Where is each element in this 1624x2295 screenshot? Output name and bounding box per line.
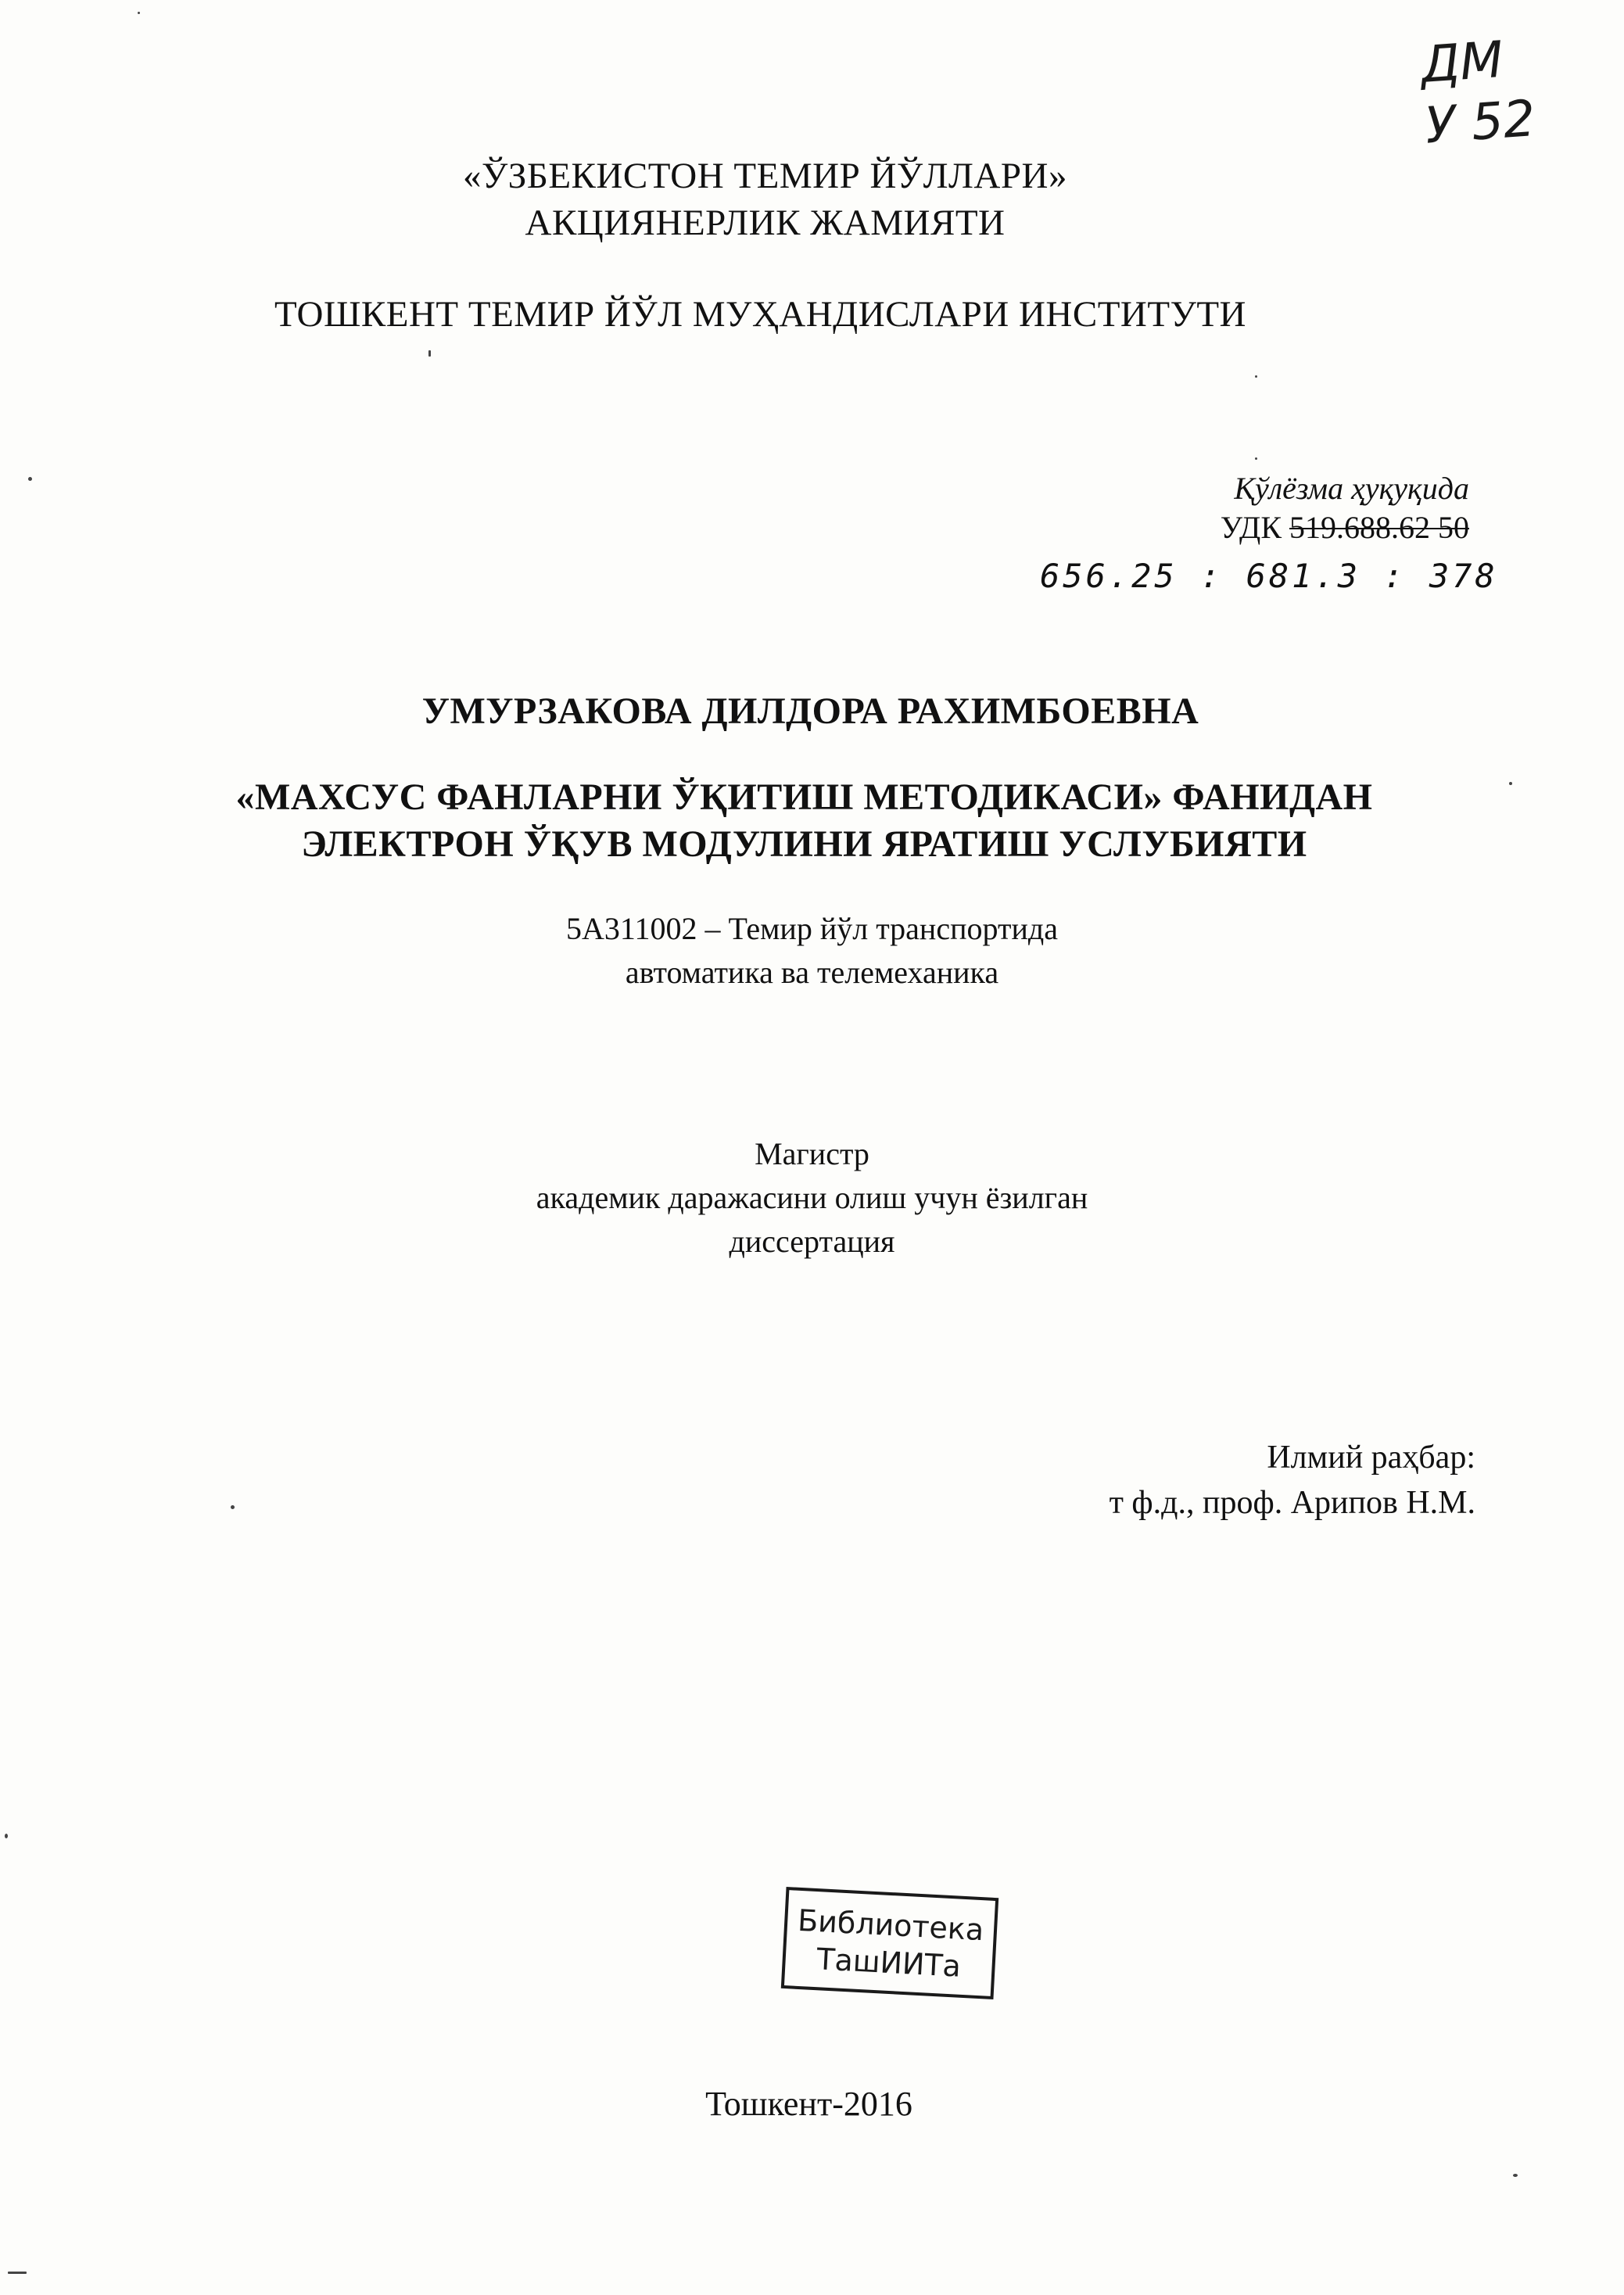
degree-line-1: Магистр (755, 1136, 869, 1171)
dissertation-title (0, 774, 1616, 868)
scan-speck (1513, 2174, 1518, 2177)
title-line-2: ЭЛЕКТРОН ЎҚУВ МОДУЛИНИ ЯРАТИШ УСЛУБИЯТИ (301, 823, 1307, 865)
degree-line-3: диссертация (729, 1224, 895, 1259)
city-year: Тошкент-2016 (705, 2085, 912, 2123)
author-name: УМУРЗАКОВА ДИЛДОРА РАХИМБОЕВНА (421, 690, 1199, 732)
supervisor-block (1110, 1435, 1475, 1526)
archive-code-line-1: ДМ (1418, 30, 1505, 95)
library-stamp (781, 1887, 998, 1999)
supervisor-name: т ф.д., проф. Арипов Н.М. (1109, 1485, 1475, 1521)
organization-line-2: АКЦИЯНЕРЛИК ЖАМИЯТИ (525, 203, 1006, 243)
degree-block (0, 1132, 1624, 1264)
scan-speck (28, 477, 32, 481)
scan-speck (1255, 457, 1257, 460)
handwritten-archive-code (1419, 27, 1537, 156)
scan-speck (138, 12, 140, 14)
scan-speck (8, 2272, 27, 2274)
specialty-line-1: 5А311002 – Темир йўл транспортида (566, 911, 1058, 946)
specialty-block (0, 907, 1624, 995)
manuscript-rights-block (1221, 469, 1469, 547)
scan-speck (428, 350, 431, 357)
title-line-1: «МАХСУС ФАНЛАРНИ ЎҚИТИШ МЕТОДИКАСИ» ФАНИДАН (235, 776, 1373, 818)
udc-struck-code: 519.688.62 50 (1289, 510, 1469, 545)
stamp-line-1: Библиотека (797, 1902, 985, 1948)
stamp-line-2: ТашИИТа (816, 1942, 963, 1984)
scan-speck (1255, 375, 1257, 378)
supervisor-label: Илмий раҳбар: (1267, 1440, 1475, 1476)
organization-line-1: «ЎЗБЕКИСТОН ТЕМИР ЙЎЛЛАРИ» (463, 156, 1067, 196)
institute-name: ТОШКЕНТ ТЕМИР ЙЎЛ МУҲАНДИСЛАРИ ИНСТИТУТИ (274, 294, 1247, 335)
udc-line (1221, 508, 1469, 547)
scan-speck (1509, 782, 1512, 785)
archive-code-line-2: У 52 (1423, 90, 1537, 156)
udc-handwritten-code: 656.25 : 681.3 : 378 (1040, 557, 1498, 595)
manuscript-rights-label: Қўлёзма ҳуқуқида (1234, 471, 1469, 506)
organization-name (0, 152, 1577, 246)
specialty-line-2: автоматика ва телемеханика (625, 955, 999, 990)
degree-line-2: академик даражасини олиш учун ёзилган (536, 1180, 1088, 1215)
scan-speck (231, 1505, 235, 1509)
udc-prefix: УДК (1220, 510, 1289, 545)
scan-speck (5, 1834, 8, 1838)
